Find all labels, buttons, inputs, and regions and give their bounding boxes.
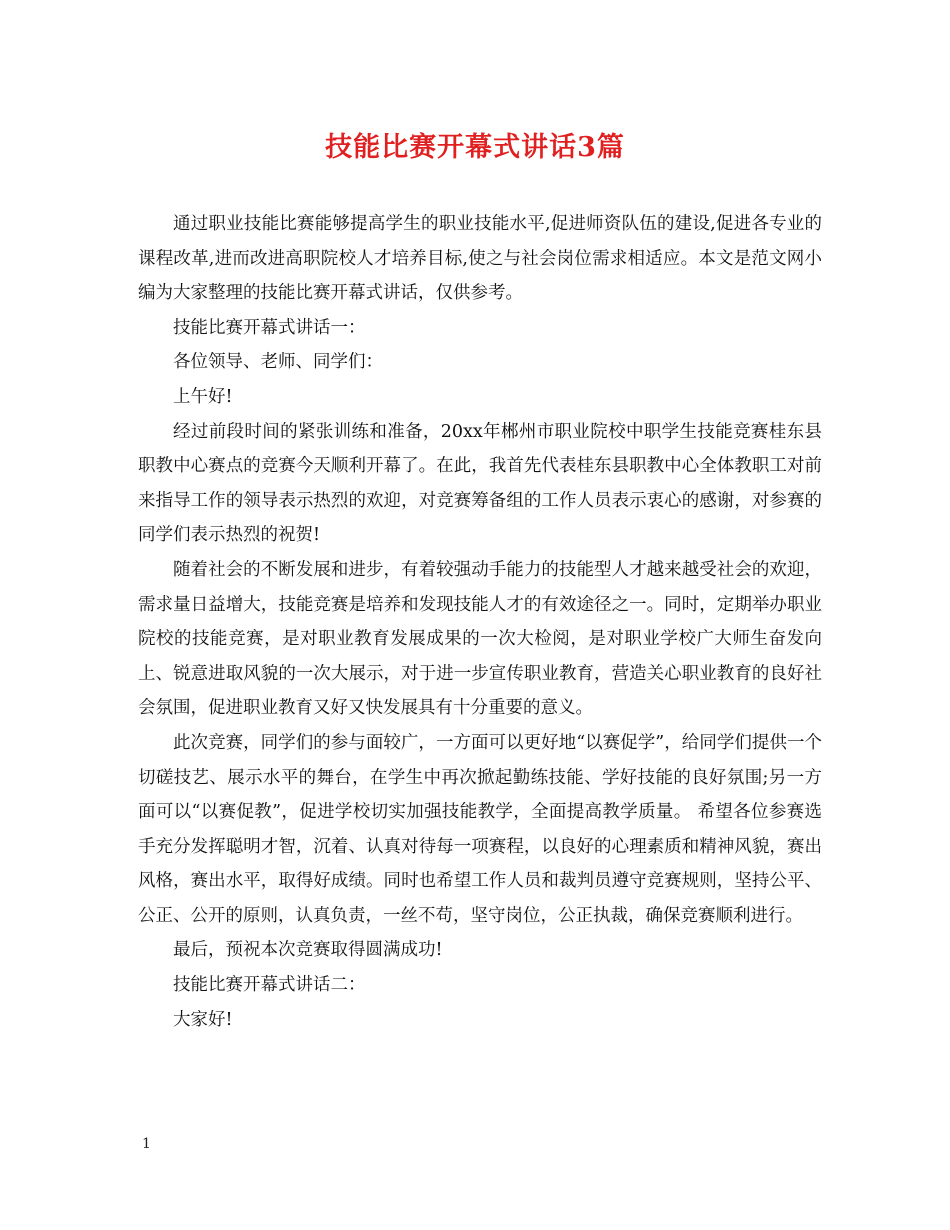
paragraph-greeting: 上午好! xyxy=(173,386,233,407)
paragraph-heading-two: 技能比赛开幕式讲话二： xyxy=(173,975,366,996)
page-title: 技能比赛开幕式讲话3篇 xyxy=(325,132,625,163)
paragraph-significance: 随着社会的不断发展和进步，有着较强动手能力的技能型人才越来越受社会的欢迎，需求量日益增大，技能竞赛是培养和发现技能人才的有效途径之一。同时，定期举办职业院校的技能竞赛，是对职业教育发展成果的一次大检阅，是对职业学校广大师生奋发向上、锐意进取风貌的一次大展示，对于进一步宣传职业教育，营造关心职业教育的良好社会氛围，促进职业教育又好又快发展具有十分重要的意义。 xyxy=(138,559,822,719)
paragraph-intro: 通过职业技能比赛能够提高学生的职业技能水平,促进师资队伍的建设,促进各专业的课程改革,进而改进高职院校人才培养目标,使之与社会岗位需求相适应。本文是范文网小编为大家整理的技能比赛开幕式讲话，仅供参考。 xyxy=(138,214,822,304)
paragraph-expectations: 此次竞赛，同学们的参与面较广，一方面可以更好地“以赛促学”，给同学们提供一个切磋技艺、展示水平的舞台，在学生中再次掀起勤练技能、学好技能的良好氛围;另一方面可以“以赛促教”，促进学校切实加强技能教学，全面提高教学质量。 希望各位参赛选手充分发挥聪明才智，沉着、认真对待每一项赛程，以良好的心理素质和精神风貌，赛出风格，赛出水平，取得好成绩。同时也希望工作人员和裁判员遵守竞赛规则，坚持公平、公正、公开的原则，认真负责，一丝不苟，坚守岗位，公正执裁，确保竞赛顺利进行。 xyxy=(138,732,822,926)
paragraph-closing: 最后，预祝本次竞赛取得圆满成功! xyxy=(173,940,443,961)
paragraph-opening: 经过前段时间的紧张训练和准备，20xx年郴州市职业院校中职学生技能竞赛桂东县职教中心赛点的竞赛今天顺利开幕了。在此，我首先代表桂东县职教中心全体教职工对前来指导工作的领导表示热烈的欢迎，对竞赛筹备组的工作人员表示衷心的感谢，对参赛的同学们表示热烈的祝贺! xyxy=(138,421,822,546)
paragraph-salutation: 各位领导、老师、同学们： xyxy=(173,352,383,373)
paragraph-heading-one: 技能比赛开幕式讲话一： xyxy=(173,317,366,338)
page-number: 1 xyxy=(142,1136,151,1152)
body-text xyxy=(138,207,822,1037)
paragraph-greeting-two: 大家好! xyxy=(173,1009,233,1030)
